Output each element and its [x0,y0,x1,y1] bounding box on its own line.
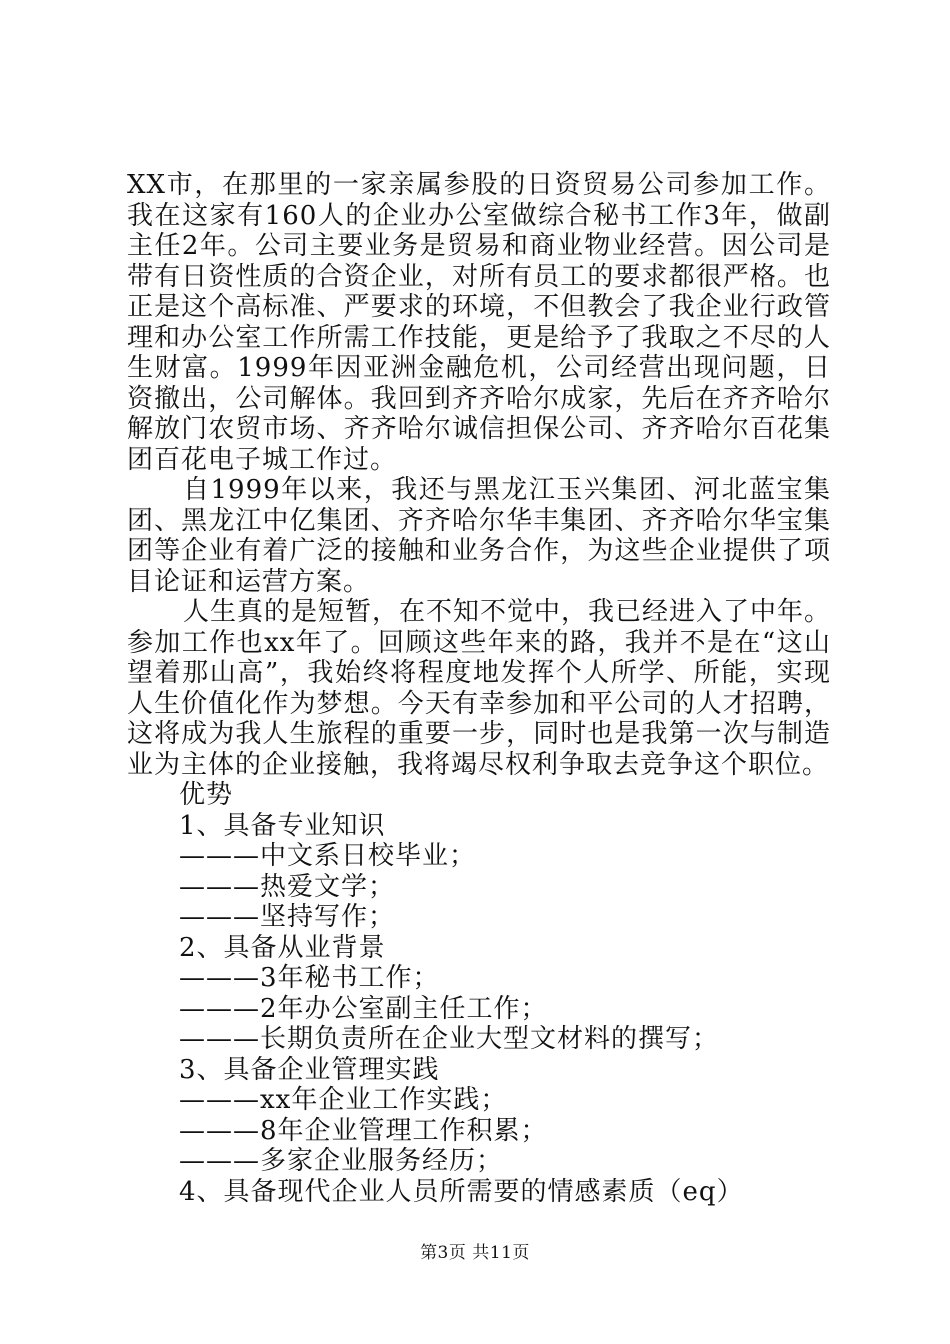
list-item: ———热爱文学； [179,871,396,902]
list-item: ———多家企业服务经历； [179,1146,504,1176]
paragraph-2: 自1999年以来，我还与黑龙江玉兴集团、河北蓝宝集团、黑龙江中亿集团、齐齐哈尔华丰集团、齐齐哈尔华宝集团等企业有着广泛的接触和业务合作，为这些企业提供了项目论证和运营方案。 [127,475,831,597]
list-item: ———长期负责所在企业大型文材料的撰写； [179,1024,720,1054]
document-body [127,170,831,1207]
list-item: ———8年企业管理工作积累； [179,1115,548,1146]
list-heading-1: 1、具备专业知识 [179,810,386,841]
list-item: ———xx年企业工作实践； [179,1085,508,1115]
list-item: ———2年办公室副主任工作； [179,993,548,1024]
paragraph-3: 人生真的是短暂，在不知不觉中，我已经进入了中年。参加工作也xx年了。回顾这些年来的路，我并不是在“这山望着那山高”，我始终将程度地发挥个人所学、所能，实现人生价值化作为梦想。今天有幸参加和平公司的人才招聘，这将成为我人生旅程的重要一步，同时也是我第一次与制造业为主体的企业接触，我将竭尽权利争取去竞争这个职位。 [127,597,832,780]
list-item: ———坚持写作； [179,902,396,932]
list-heading-3: 3、具备企业管理实践 [179,1054,440,1085]
list-item: ———3年秘书工作； [179,963,440,993]
list-item: ———中文系日校毕业； [179,841,477,871]
paragraph-1: XX市，在那里的一家亲属参股的日资贸易公司参加工作。我在这家有160人的企业办公室做综合秘书工作3年，做副主任2年。公司主要业务是贸易和商业物业经营。因公司是带有日资性质的合资企业，对所有员工的要求都很严格。也正是这个高标准、严要求的环境，不但教会了我企业行政管理和办公室工作所需工作技能，更是给予了我取之不尽的人生财富。1999年因亚洲金融危机，公司经营出现问题，日资撤出，公司解体。我回到齐齐哈尔成家，先后在齐齐哈尔解放门农贸市场、齐齐哈尔诚信担保公司、齐齐哈尔百花集团百花电子城工作过。 [127,170,831,475]
list-heading-4: 4、具备现代企业人员所需要的情感素质（eq） [179,1176,744,1207]
list-heading-2: 2、具备从业背景 [179,932,386,963]
section-heading-advantages: 优势 [179,780,234,810]
page-footer: 第3页 共11页 [420,1243,530,1263]
